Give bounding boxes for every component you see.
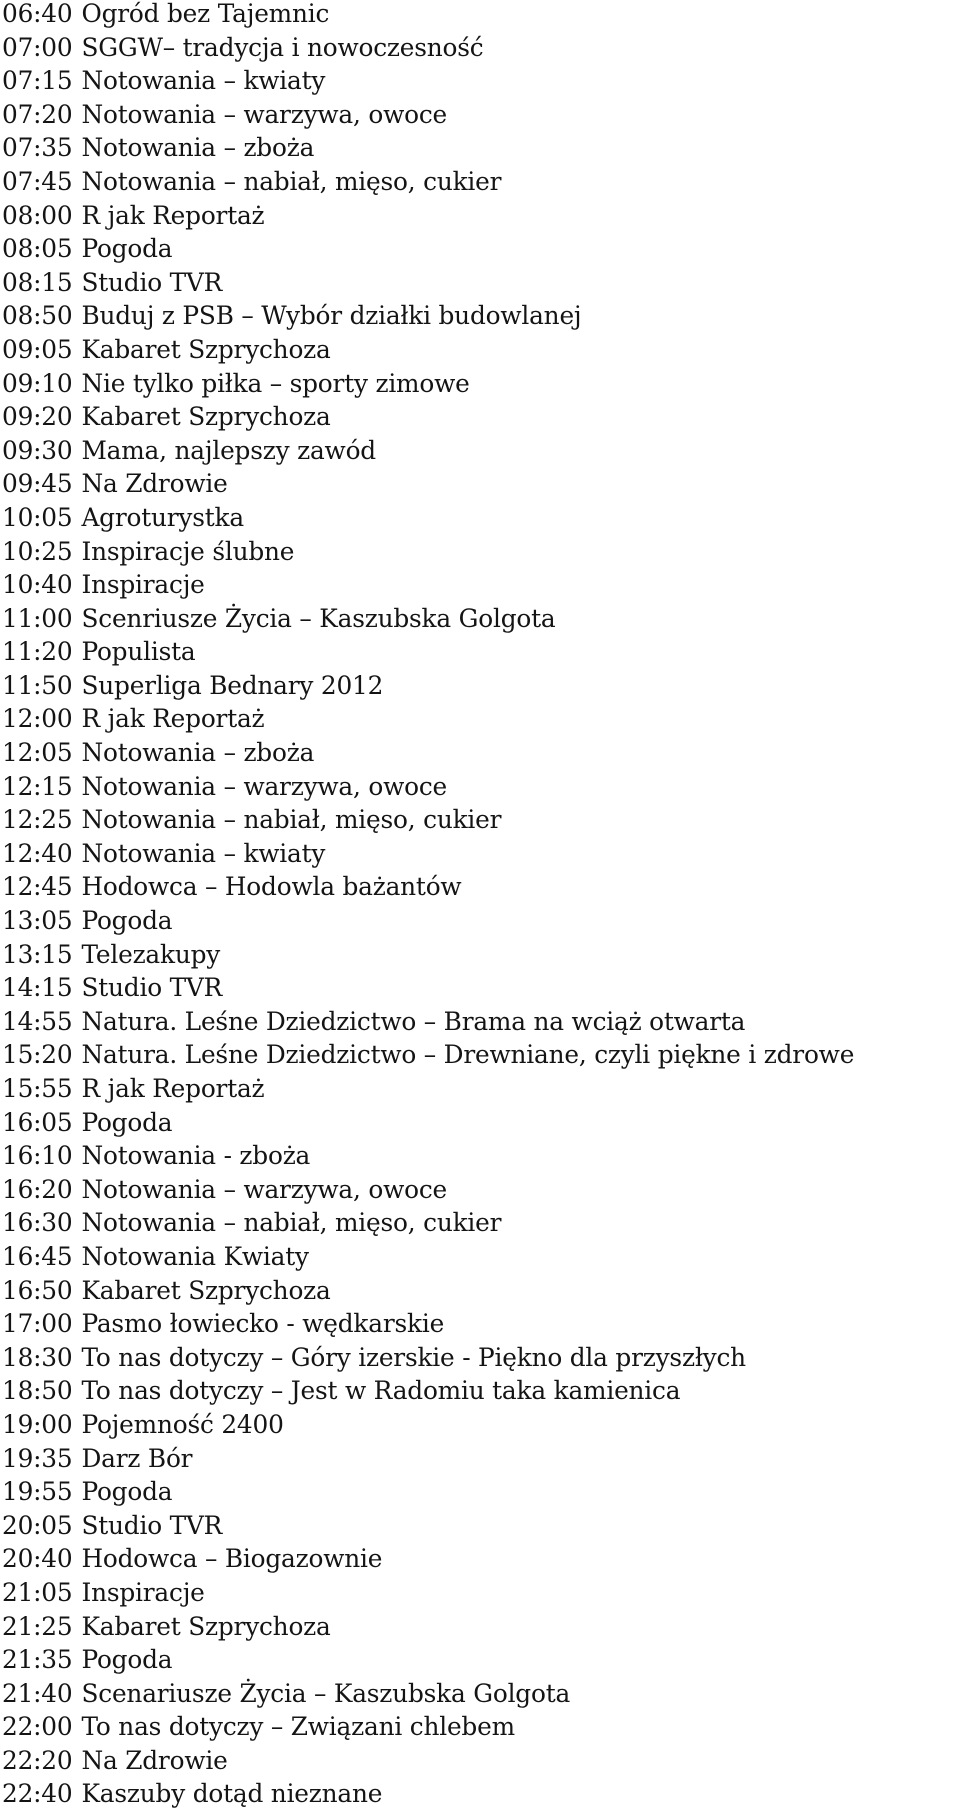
schedule-entry [2,1106,854,1140]
entry-title: Notowania – warzywa, owoce [81,771,447,801]
schedule-entry [2,736,854,770]
entry-title: Kaszuby dotąd nieznane [81,1779,383,1809]
schedule-entry [2,467,854,501]
entry-time: 16:20 [2,1174,73,1204]
entry-title: Hodowca – Hodowla bażantów [81,872,462,902]
entry-time: 10:40 [2,570,73,600]
entry-title: Superliga Bednary 2012 [81,670,384,700]
entry-time: 09:45 [2,469,73,499]
entry-time: 06:40 [2,0,73,28]
entry-time: 10:25 [2,536,73,566]
entry-time: 18:30 [2,1342,73,1372]
schedule-entry [2,1307,854,1341]
schedule-entry [2,299,854,333]
schedule-entry [2,232,854,266]
entry-title: To nas dotyczy – Jest w Radomiu taka kamienica [81,1376,681,1406]
entry-title: R jak Reportaż [81,1074,265,1103]
entry-title: Kabaret Szprychoza [81,402,331,432]
entry-title: Inspiracje ślubne [81,536,295,566]
schedule-entry [2,568,854,602]
entry-time: 12:45 [2,872,73,902]
entry-title: Agroturystka [81,502,244,532]
entry-time: 10:05 [2,502,73,532]
entry-title: Na Zdrowie [81,469,228,499]
schedule-entry [2,837,854,871]
schedule-entry [2,501,854,535]
schedule-entry [2,64,854,98]
schedule-entry [2,367,854,401]
entry-title: Pogoda [81,234,173,264]
entry-title: Pogoda [81,1477,173,1507]
schedule-entry [2,602,854,636]
entry-time: 09:30 [2,435,73,465]
entry-time: 07:00 [2,32,73,62]
entry-time: 18:50 [2,1376,73,1406]
schedule-entry [2,635,854,669]
entry-title: Mama, najlepszy zawód [81,435,376,465]
schedule-entry [2,1038,854,1072]
schedule-entry [2,938,854,972]
schedule-entry [2,1408,854,1442]
entry-time: 22:20 [2,1745,73,1775]
schedule-entry [2,0,854,31]
entry-title: Pogoda [81,1645,173,1675]
schedule-entry [2,904,854,938]
entry-time: 16:05 [2,1107,73,1137]
entry-title: Notowania – warzywa, owoce [81,99,447,129]
entry-time: 22:40 [2,1779,73,1809]
schedule-entry [2,1173,854,1207]
schedule-entry [2,1677,854,1711]
schedule-entry [2,1072,854,1106]
entry-title: Kabaret Szprychoza [81,334,331,364]
schedule-entry [2,1442,854,1476]
entry-time: 11:20 [2,637,73,667]
entry-title: Notowania Kwiaty [81,1241,309,1271]
entry-title: Kabaret Szprychoza [81,1275,331,1305]
entry-title: Kabaret Szprychoza [81,1611,331,1641]
entry-title: R jak Reportaż [81,200,265,230]
entry-time: 13:05 [2,906,73,936]
schedule-entry [2,770,854,804]
entry-title: Notowania – kwiaty [81,66,326,96]
tv-schedule-list [2,0,854,1811]
entry-time: 12:40 [2,838,73,868]
schedule-entry [2,199,854,233]
entry-title: Nie tylko piłka – sporty zimowe [81,368,470,398]
entry-time: 21:05 [2,1577,73,1607]
entry-time: 22:00 [2,1712,73,1742]
schedule-entry [2,669,854,703]
entry-time: 12:15 [2,771,73,801]
entry-title: Scenriusze Życia – Kaszubska Golgota [81,603,556,633]
entry-time: 21:40 [2,1678,73,1708]
schedule-entry [2,1643,854,1677]
entry-time: 13:15 [2,939,73,969]
entry-time: 20:05 [2,1510,73,1540]
entry-time: 08:05 [2,234,73,264]
entry-title: Notowania – zboża [81,738,315,768]
entry-title: Inspiracje [81,1577,205,1607]
schedule-entry [2,1341,854,1375]
entry-title: To nas dotyczy – Góry izerskie - Piękno dla przyszłych [81,1342,746,1372]
schedule-entry [2,266,854,300]
schedule-entry [2,1509,854,1543]
schedule-entry [2,1475,854,1509]
schedule-entry [2,434,854,468]
entry-time: 11:50 [2,670,73,700]
entry-time: 19:00 [2,1409,73,1439]
entry-title: Notowania – zboża [81,133,315,163]
schedule-entry [2,165,854,199]
entry-title: Darz Bór [81,1443,193,1473]
entry-time: 12:25 [2,805,73,835]
schedule-entry [2,400,854,434]
entry-title: Natura. Leśne Dziedzictwo – Brama na wciąż otwarta [81,1006,746,1036]
schedule-entry [2,1240,854,1274]
entry-title: To nas dotyczy – Związani chlebem [81,1712,515,1742]
schedule-entry [2,1744,854,1778]
entry-title: Studio TVR [81,267,223,297]
schedule-entry [2,333,854,367]
entry-title: Notowania – kwiaty [81,838,326,868]
entry-title: Hodowca – Biogazownie [81,1544,383,1574]
schedule-entry [2,98,854,132]
entry-time: 07:35 [2,133,73,163]
schedule-entry [2,131,854,165]
entry-title: Pasmo łowiecko - wędkarskie [81,1309,445,1339]
entry-title: Populista [81,637,196,667]
entry-time: 07:45 [2,166,73,196]
entry-time: 17:00 [2,1309,73,1339]
entry-time: 16:10 [2,1141,73,1171]
entry-title: Inspiracje [81,570,205,600]
schedule-entry [2,1576,854,1610]
entry-title: Scenariusze Życia – Kaszubska Golgota [81,1678,571,1708]
entry-title: Pogoda [81,906,173,936]
schedule-entry [2,1206,854,1240]
entry-title: Notowania - zboża [81,1141,311,1171]
schedule-entry [2,1710,854,1744]
schedule-entry [2,1005,854,1039]
schedule-entry [2,971,854,1005]
entry-time: 14:15 [2,973,73,1003]
entry-title: Ogród bez Tajemnic [81,0,330,28]
entry-time: 21:35 [2,1645,73,1675]
entry-title: R jak Reportaż [81,704,265,734]
schedule-entry [2,803,854,837]
schedule-entry [2,1542,854,1576]
schedule-entry [2,535,854,569]
entry-time: 09:05 [2,334,73,364]
entry-time: 20:40 [2,1544,73,1574]
entry-title: Notowania – nabiał, mięso, cukier [81,166,502,196]
entry-title: Na Zdrowie [81,1745,228,1775]
entry-title: Natura. Leśne Dziedzictwo – Drewniane, czyli piękne i zdrowe [81,1040,855,1070]
entry-time: 09:10 [2,368,73,398]
entry-time: 15:55 [2,1074,73,1103]
entry-time: 07:15 [2,66,73,96]
entry-time: 15:20 [2,1040,73,1070]
entry-time: 08:50 [2,301,73,331]
entry-time: 11:00 [2,603,73,633]
schedule-entry [2,1374,854,1408]
entry-time: 16:50 [2,1275,73,1305]
schedule-entry [2,31,854,65]
entry-time: 12:05 [2,738,73,768]
entry-title: Studio TVR [81,973,223,1003]
entry-time: 08:15 [2,267,73,297]
entry-title: Pogoda [81,1107,173,1137]
entry-time: 09:20 [2,402,73,432]
entry-time: 14:55 [2,1006,73,1036]
entry-title: Notowania – nabiał, mięso, cukier [81,805,502,835]
schedule-entry [2,870,854,904]
entry-title: Buduj z PSB – Wybór działki budowlanej [81,301,582,331]
entry-title: Studio TVR [81,1510,223,1540]
entry-title: Telezakupy [81,939,221,969]
entry-title: Notowania – nabiał, mięso, cukier [81,1208,502,1238]
schedule-entry [2,1610,854,1644]
entry-time: 19:55 [2,1477,73,1507]
entry-title: Notowania – warzywa, owoce [81,1174,447,1204]
schedule-entry [2,1139,854,1173]
entry-time: 12:00 [2,704,73,734]
entry-time: 21:25 [2,1611,73,1641]
schedule-entry [2,1274,854,1308]
entry-time: 16:45 [2,1241,73,1271]
entry-time: 07:20 [2,99,73,129]
entry-time: 19:35 [2,1443,73,1473]
entry-title: SGGW– tradycja i nowoczesność [81,32,484,62]
entry-title: Pojemność 2400 [81,1409,284,1439]
schedule-entry [2,1777,854,1811]
entry-time: 16:30 [2,1208,73,1238]
schedule-entry [2,702,854,736]
entry-time: 08:00 [2,200,73,230]
